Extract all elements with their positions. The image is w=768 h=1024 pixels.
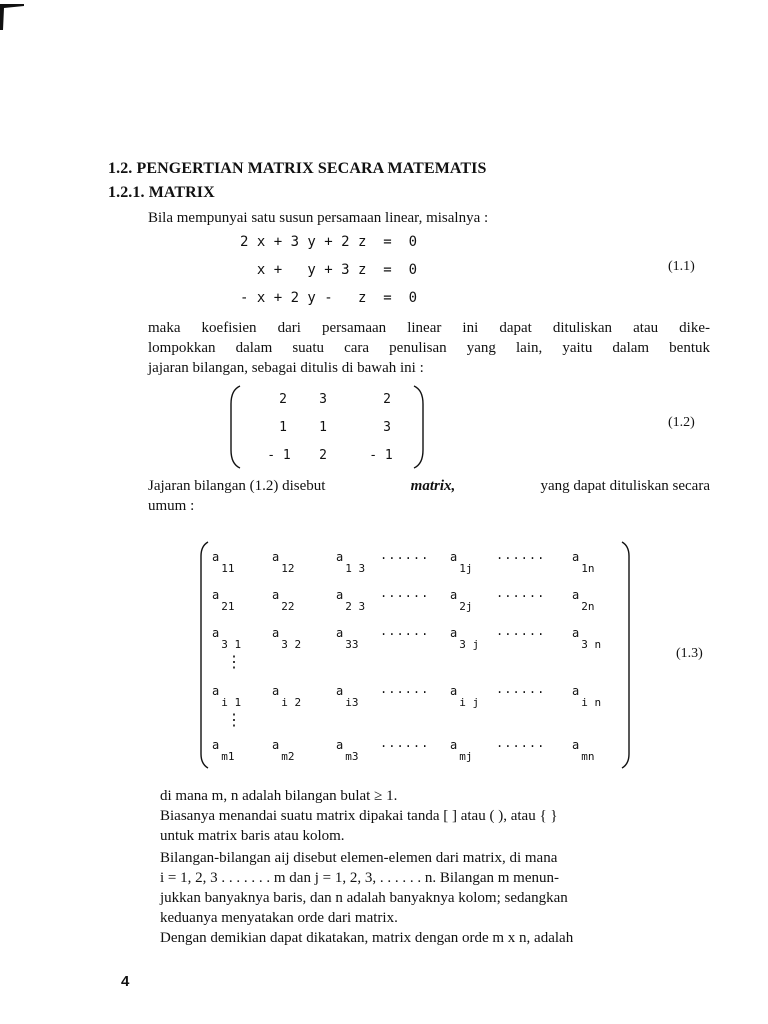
general-matrix-element [450,550,473,575]
element-subscript: 2 3 [345,600,366,613]
element-letter: a [212,738,220,752]
element-subscript: 11 [221,562,235,575]
general-matrix-left-bracket [198,540,212,770]
element-subscript: 3 j [459,638,480,651]
element-letter: a [572,588,580,602]
element-letter: a [572,684,580,698]
matrix-cell: 3 [319,392,327,407]
element-letter: a [272,684,280,698]
general-matrix-element [572,588,595,613]
paragraph-line [148,476,710,496]
general-matrix-element [572,550,595,575]
element-subscript: i 1 [221,696,242,709]
body-line: untuk matrix baris atau kolom. [160,828,345,844]
body-line: keduanya menyatakan orde dari matrix. [160,910,398,926]
element-subscript: 12 [281,562,295,575]
paragraph-line: umum : [148,498,195,514]
element-subscript: m3 [345,750,359,763]
element-letter: a [450,738,458,752]
horizontal-ellipsis: ...... [496,736,546,750]
horizontal-ellipsis: ...... [380,586,430,600]
general-matrix-element [450,738,473,763]
general-matrix-element [572,684,602,709]
general-matrix-element [450,626,480,651]
element-letter: a [336,738,344,752]
element-letter: a [212,684,220,698]
horizontal-ellipsis: ...... [380,736,430,750]
element-subscript: 33 [345,638,359,651]
element-subscript: mj [459,750,473,763]
element-letter: a [450,684,458,698]
element-subscript: 1j [459,562,473,575]
general-matrix-element [272,738,295,763]
element-subscript: 3 n [581,638,602,651]
paragraph-text: Jajaran bilangan (1.2) disebut [148,478,326,494]
element-letter: a [336,684,344,698]
element-subscript: m2 [281,750,295,763]
element-letter: a [272,588,280,602]
element-letter: a [336,550,344,564]
general-matrix-element [272,626,302,651]
page-number: 4 [121,973,130,990]
general-matrix-element [212,738,235,763]
matrix-left-bracket [228,384,242,470]
element-letter: a [212,550,220,564]
matrix-cell: - 1 [369,448,393,463]
scan-corner-mark [0,0,26,30]
vertical-ellipsis: ⋮ [226,652,242,671]
general-matrix-element [572,626,602,651]
equation-label-1-2: (1.2) [668,415,695,430]
general-matrix-element [450,684,480,709]
body-line: jukkan banyaknya baris, dan n adalah banyaknya kolom; sedangkan [160,890,568,906]
matrix-term: matrix, [410,478,456,494]
matrix-cell: 2 [383,392,391,407]
intro-text [148,208,710,228]
section-heading: 1.2. PENGERTIAN MATRIX SECARA MATEMATIS [108,160,487,177]
element-letter: a [450,550,458,564]
matrix-cell: 1 [279,420,287,435]
element-subscript: 21 [221,600,235,613]
element-letter: a [272,550,280,564]
general-matrix-element [272,550,295,575]
element-letter: a [572,738,580,752]
paragraph-text: yang dapat dituliskan secara [540,478,710,494]
element-letter: a [212,588,220,602]
body-line: Dengan demikian dapat dikatakan, matrix dengan orde m x n, adalah [160,930,574,946]
element-subscript: 3 1 [221,638,242,651]
equation-row-1: 2 x + 3 y + 2 z = 0 [240,234,418,250]
general-matrix-element [272,588,295,613]
element-letter: a [572,626,580,640]
paragraph-line: maka koefisien dari persamaan linear ini dapat dituliskan atau dike- [148,320,710,336]
general-matrix-element [212,550,235,575]
element-letter: a [272,626,280,640]
equation-label-1-3: (1.3) [676,646,703,661]
element-subscript: i n [581,696,602,709]
horizontal-ellipsis: ...... [380,624,430,638]
general-matrix-right-bracket [618,540,632,770]
general-matrix-element [336,684,359,709]
matrix-cell: 2 [279,392,287,407]
element-subscript: mn [581,750,595,763]
element-letter: a [336,626,344,640]
element-subscript: m1 [221,750,235,763]
general-matrix-element [572,738,595,763]
body-line: i = 1, 2, 3 . . . . . . . m dan j = 1, 2, 3, . . . . . . n. Bilangan m menun- [160,870,559,886]
element-subscript: i3 [345,696,359,709]
equation-row-3: - x + 2 y - z = 0 [240,290,418,306]
element-letter: a [450,588,458,602]
paragraph-line: lompokkan dalam suatu cara penulisan yang lain, yaitu dalam bentuk [148,340,710,356]
element-letter: a [572,550,580,564]
general-matrix-element [272,684,302,709]
element-subscript: 2j [459,600,473,613]
coefficient-paragraph [148,318,710,378]
element-letter: a [272,738,280,752]
general-matrix-element [336,588,366,613]
general-matrix-element [212,626,242,651]
vertical-ellipsis: ⋮ [226,710,242,729]
element-subscript: i 2 [281,696,302,709]
element-subscript: 3 2 [281,638,302,651]
equation-row-2: x + y + 3 z = 0 [240,262,418,278]
matrix-cell: 2 [319,448,327,463]
element-letter: a [212,626,220,640]
general-matrix-element [212,684,242,709]
element-letter: a [336,588,344,602]
matrix-cell: - 1 [267,448,291,463]
matrix-cell: 1 [319,420,327,435]
matrix-cell: 3 [383,420,391,435]
body-line: di mana m, n adalah bilangan bulat ≥ 1. [160,788,398,804]
element-subscript: 22 [281,600,295,613]
general-matrix-element [336,626,359,651]
horizontal-ellipsis: ...... [380,682,430,696]
element-subscript: 2n [581,600,595,613]
matrix-right-bracket [412,384,426,470]
intro-line: Bila mempunyai satu susun persamaan linear, misalnya : [148,210,489,226]
general-matrix-element [450,588,473,613]
horizontal-ellipsis: ...... [496,682,546,696]
horizontal-ellipsis: ...... [496,624,546,638]
subsection-heading: 1.2.1. MATRIX [108,184,215,201]
paragraph-line: jajaran bilangan, sebagai ditulis di bawah ini : [148,360,424,376]
horizontal-ellipsis: ...... [380,548,430,562]
body-line: Bilangan-bilangan aij disebut elemen-elemen dari matrix, di mana [160,850,558,866]
general-paragraph [148,476,710,516]
horizontal-ellipsis: ...... [496,548,546,562]
general-matrix-element [336,738,359,763]
body-line: Biasanya menandai suatu matrix dipakai tanda [ ] atau ( ), atau { } [160,808,558,824]
element-subscript: 1 3 [345,562,366,575]
element-subscript: i j [459,696,480,709]
general-matrix-element [212,588,235,613]
general-matrix-element [336,550,366,575]
horizontal-ellipsis: ...... [496,586,546,600]
element-letter: a [450,626,458,640]
equation-label-1-1: (1.1) [668,259,695,274]
element-subscript: 1n [581,562,595,575]
